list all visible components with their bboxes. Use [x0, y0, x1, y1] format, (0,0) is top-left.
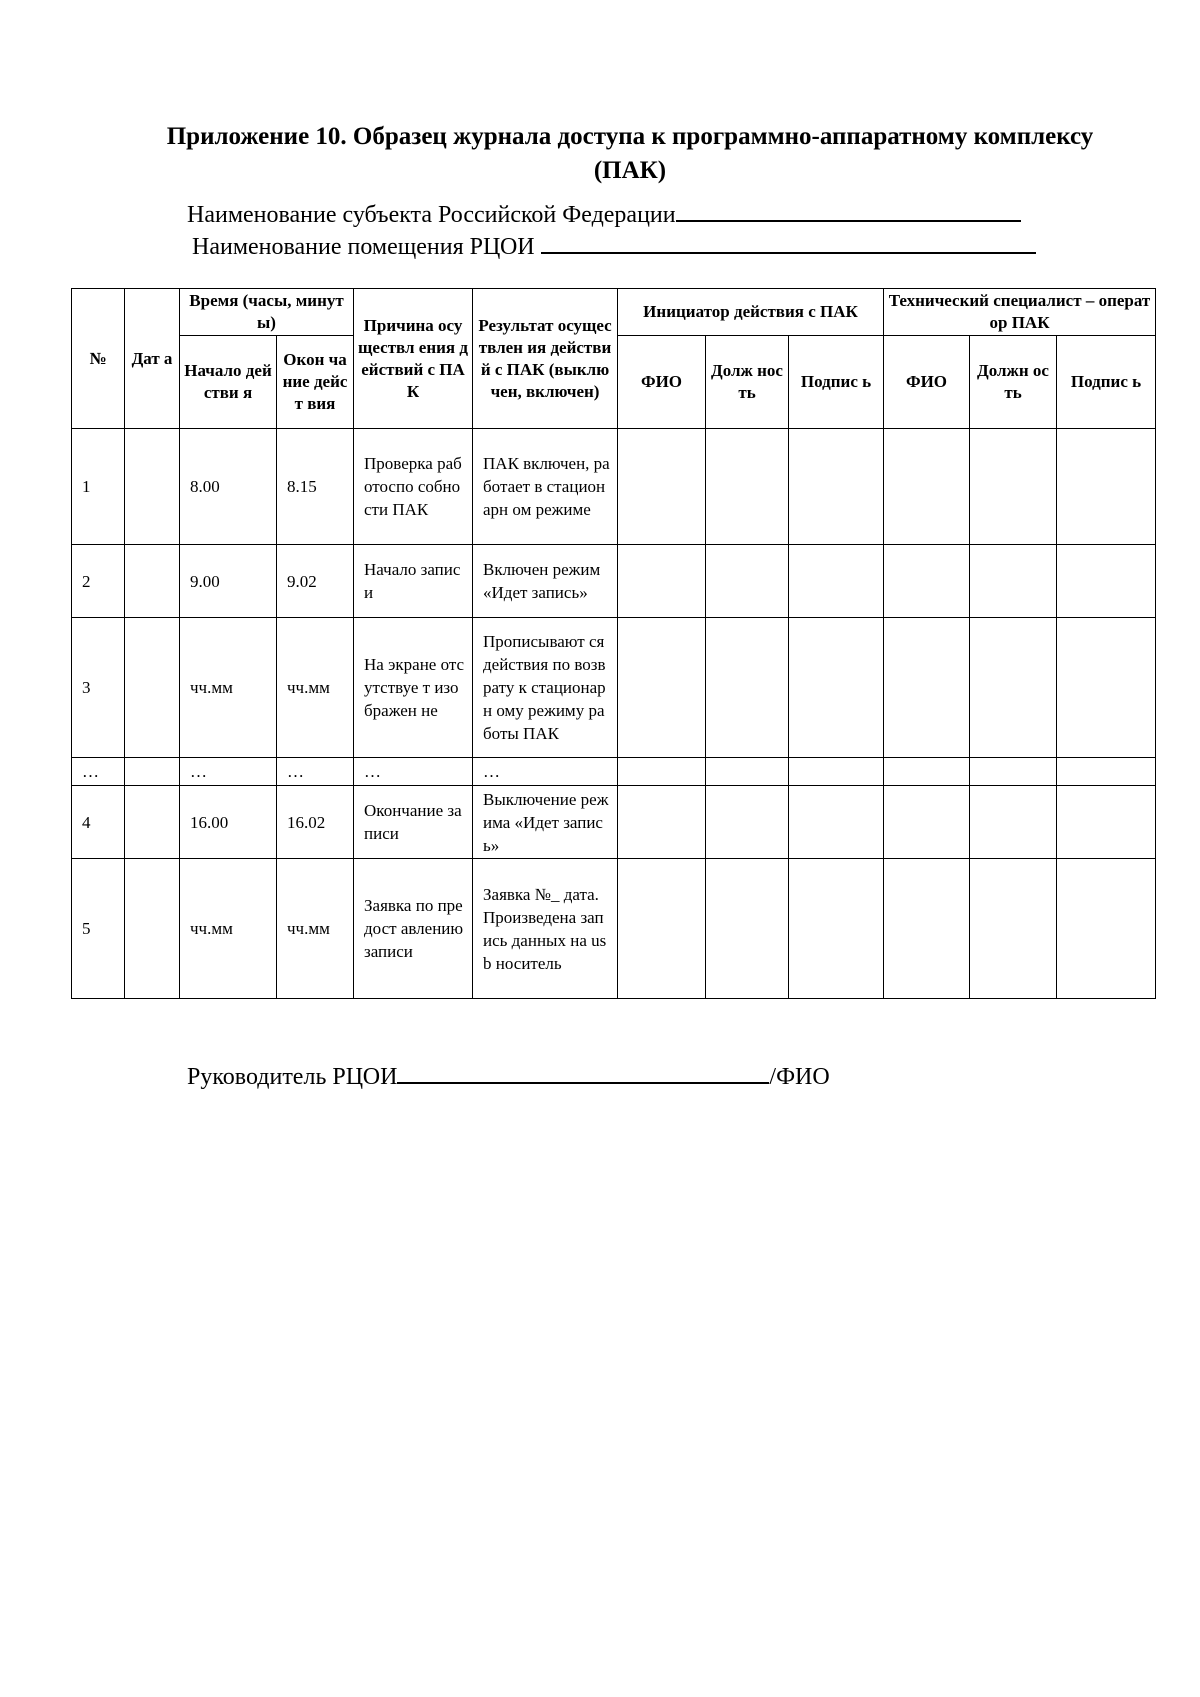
row-reason: Заявка по предост авлению записи — [354, 859, 473, 999]
row-end: чч.мм — [277, 618, 354, 758]
row-tech-position — [970, 429, 1057, 545]
row-initiator-signature — [789, 429, 884, 545]
row-tech-position — [970, 786, 1057, 859]
row-num: 5 — [72, 859, 125, 999]
header-tech-group: Технический специалист – оператор ПАК — [884, 289, 1156, 336]
header-initiator-signature: Подпис ь — [789, 336, 884, 429]
row-tech-position — [970, 618, 1057, 758]
row-result: Прописывают ся действия по возврату к стационарн ому режиму работы ПАК — [473, 618, 618, 758]
row-tech-signature — [1057, 758, 1156, 786]
row-start: 9.00 — [180, 545, 277, 618]
header-start: Начало действи я — [180, 336, 277, 429]
row-initiator-fio — [618, 859, 706, 999]
row-result: Выключение режима «Идет запись» — [473, 786, 618, 859]
row-tech-fio — [884, 429, 970, 545]
row-tech-fio — [884, 545, 970, 618]
row-tech-position — [970, 859, 1057, 999]
row-initiator-fio — [618, 786, 706, 859]
row-tech-fio — [884, 859, 970, 999]
row-tech-fio — [884, 786, 970, 859]
row-result: Включен режим «Идет запись» — [473, 545, 618, 618]
row-reason: Проверка работоспо собности ПАК — [354, 429, 473, 545]
table-row — [72, 758, 1156, 786]
row-start: 8.00 — [180, 429, 277, 545]
signature-blank-line — [397, 1060, 769, 1084]
row-end: 8.15 — [277, 429, 354, 545]
row-initiator-signature — [789, 786, 884, 859]
row-initiator-position — [706, 786, 789, 859]
row-initiator-position — [706, 429, 789, 545]
row-start: 16.00 — [180, 786, 277, 859]
row-tech-fio — [884, 618, 970, 758]
row-date — [125, 786, 180, 859]
header-initiator-group: Инициатор действия с ПАК — [618, 289, 884, 336]
row-num: 2 — [72, 545, 125, 618]
row-date — [125, 429, 180, 545]
row-date — [125, 758, 180, 786]
table-row — [72, 786, 1156, 859]
header-result: Результат осуществлен ия действий с ПАК (выключен, включен) — [473, 289, 618, 429]
row-end: 9.02 — [277, 545, 354, 618]
row-initiator-position — [706, 545, 789, 618]
row-reason: Начало записи — [354, 545, 473, 618]
header-reason: Причина осуществл ения действий с ПАК — [354, 289, 473, 429]
table-row — [72, 429, 1156, 545]
room-name-label: Наименование помещения РЦОИ — [192, 234, 535, 260]
row-tech-signature — [1057, 618, 1156, 758]
row-initiator-fio — [618, 429, 706, 545]
row-tech-signature — [1057, 786, 1156, 859]
row-end: чч.мм — [277, 859, 354, 999]
row-initiator-signature — [789, 859, 884, 999]
row-tech-signature — [1057, 859, 1156, 999]
header-tech-signature: Подпис ь — [1057, 336, 1156, 429]
subject-name-blank-line — [676, 198, 1021, 222]
row-tech-fio — [884, 758, 970, 786]
row-initiator-signature — [789, 618, 884, 758]
row-initiator-position — [706, 618, 789, 758]
row-initiator-position — [706, 758, 789, 786]
row-num: … — [72, 758, 125, 786]
header-initiator-position: Долж ность — [706, 336, 789, 429]
header-date: Дат а — [125, 289, 180, 429]
row-result: ПАК включен, работает в стационарн ом режиме — [473, 429, 618, 545]
subject-name-field — [187, 198, 1021, 229]
room-name-field — [192, 230, 1036, 261]
header-time-group: Время (часы, минуты) — [180, 289, 354, 336]
table-row — [72, 859, 1156, 999]
header-end: Окон чание дейст вия — [277, 336, 354, 429]
row-tech-position — [970, 758, 1057, 786]
signature-suffix: /ФИО — [769, 1064, 830, 1090]
row-start: чч.мм — [180, 618, 277, 758]
row-initiator-signature — [789, 758, 884, 786]
access-journal-table — [71, 288, 1156, 999]
header-tech-position: Должн ость — [970, 336, 1057, 429]
row-result: Заявка №_ дата. Произведена запись данных на usb носитель — [473, 859, 618, 999]
row-end: … — [277, 758, 354, 786]
row-reason: … — [354, 758, 473, 786]
head-signature-line — [187, 1060, 830, 1091]
row-result: … — [473, 758, 618, 786]
row-date — [125, 545, 180, 618]
row-reason: На экране отсутствуе т изображен не — [354, 618, 473, 758]
table-row — [72, 618, 1156, 758]
row-num: 3 — [72, 618, 125, 758]
row-initiator-fio — [618, 545, 706, 618]
row-initiator-signature — [789, 545, 884, 618]
row-tech-position — [970, 545, 1057, 618]
row-end: 16.02 — [277, 786, 354, 859]
table-row — [72, 545, 1156, 618]
header-num: № — [72, 289, 125, 429]
row-date — [125, 618, 180, 758]
room-name-blank-line — [541, 230, 1036, 254]
row-initiator-position — [706, 859, 789, 999]
row-reason: Окончание записи — [354, 786, 473, 859]
signature-label: Руководитель РЦОИ — [187, 1064, 398, 1090]
header-initiator-fio: ФИО — [618, 336, 706, 429]
row-tech-signature — [1057, 545, 1156, 618]
row-initiator-fio — [618, 758, 706, 786]
header-tech-fio: ФИО — [884, 336, 970, 429]
row-tech-signature — [1057, 429, 1156, 545]
page-title: Приложение 10. Образец журнала доступа к программно-аппаратному комплексу (ПАК) — [166, 123, 1094, 184]
row-start: … — [180, 758, 277, 786]
row-num: 1 — [72, 429, 125, 545]
subject-name-label: Наименование субъекта Российской Федерации — [187, 202, 676, 228]
row-num: 4 — [72, 786, 125, 859]
row-date — [125, 859, 180, 999]
row-initiator-fio — [618, 618, 706, 758]
row-start: чч.мм — [180, 859, 277, 999]
